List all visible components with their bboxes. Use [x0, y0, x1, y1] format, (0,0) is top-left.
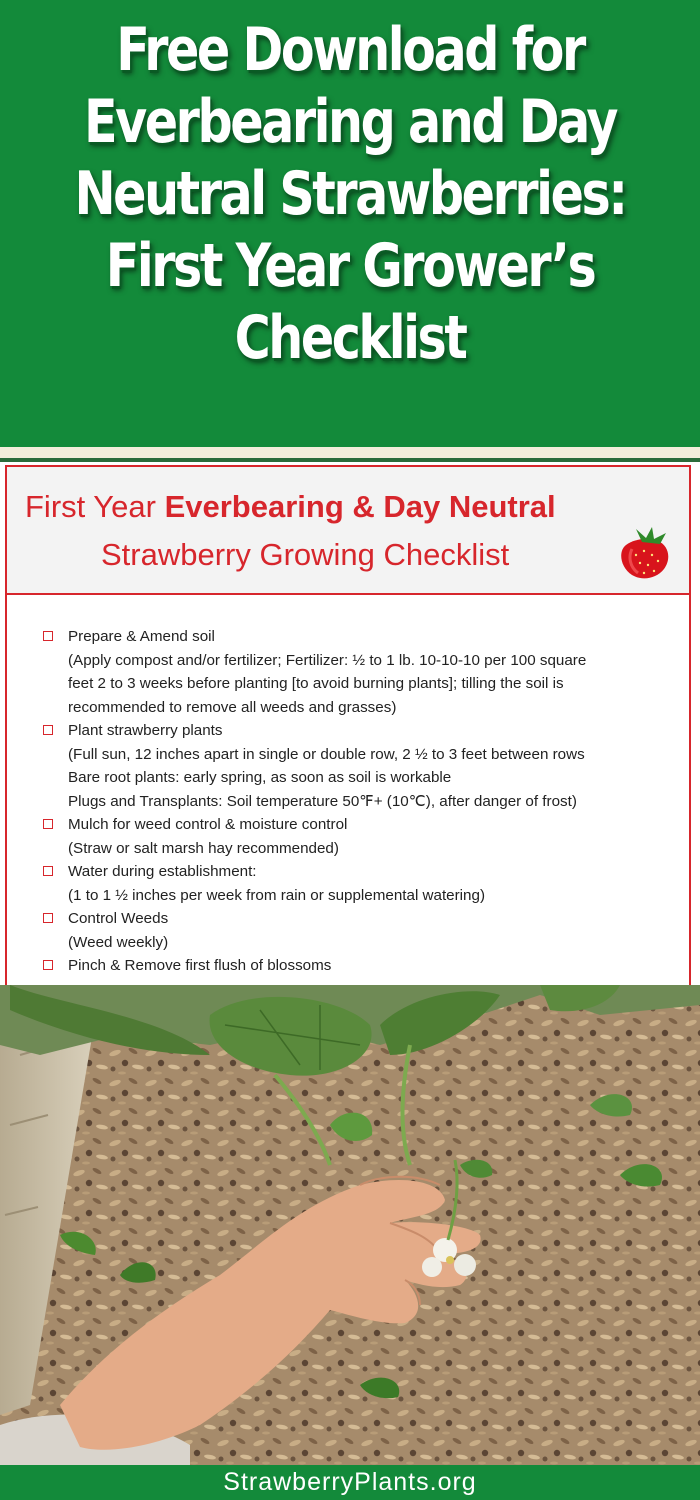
checklist-item-label: Prepare & Amend soil [68, 628, 215, 645]
checkbox-icon[interactable] [43, 913, 53, 923]
checklist-item-weeds[interactable] [43, 907, 586, 954]
checklist-item-detail: (Apply compost and/or fertilizer; Fertilizer: ½ to 1 lb. 10-10-10 per 100 square feet 2 to 3 weeks before planting [to avoid burning plants]; tilling the soil is recommended to remove all weeds and grasses) [68, 651, 587, 716]
checklist-item-label: Control Weeds [68, 910, 169, 927]
header-banner [0, 0, 700, 447]
checklist-item-label: Pinch & Remove first flush of blossoms [68, 957, 332, 974]
checklist-item-blossoms[interactable] [43, 954, 586, 978]
footer-bar [0, 1465, 700, 1500]
checklist-item-mulch[interactable] [43, 813, 586, 860]
checklist-item-label: Plant strawberry plants [68, 722, 223, 739]
checkbox-icon[interactable] [43, 960, 53, 970]
checklist-item-detail: (Full sun, 12 inches apart in single or double row, 2 ½ to 3 feet between rows Bare root plants: early spring, as soon as soil is workable Plugs and Transplants: Soil temperature 50℉+ (10℃), after danger of frost) [68, 745, 585, 810]
checklist-item-detail: (1 to 1 ½ inches per week from rain or supplemental watering) [68, 886, 486, 904]
checkbox-icon[interactable] [43, 725, 53, 735]
checkbox-icon[interactable] [43, 819, 53, 829]
checklist-item-label: Mulch for weed control & moisture control [68, 816, 348, 833]
checklist-preview[interactable] [5, 465, 695, 985]
checklist-item-water[interactable] [43, 860, 586, 907]
checklist-item-detail: (Straw or salt marsh hay recommended) [68, 839, 339, 857]
checklist-item-prepare-soil[interactable] [43, 625, 586, 719]
checklist-title-prefix: First Year [25, 489, 165, 524]
hand-pinching-blossom-illustration [0, 985, 700, 1465]
garden-photo [0, 985, 700, 1465]
site-link[interactable]: StrawberryPlants.org [223, 1468, 477, 1496]
checklist-item-detail: (Weed weekly) [68, 933, 169, 951]
divider-line [0, 458, 700, 462]
checklist-item-plant[interactable] [43, 719, 586, 813]
divider-stripe [0, 447, 700, 458]
checklist-items [43, 625, 586, 978]
checklist-title-bold: Everbearing & Day Neutral [164, 489, 556, 524]
checklist-subtitle: Strawberry Growing Checklist [101, 537, 510, 572]
checklist-title [25, 489, 556, 525]
checkbox-icon[interactable] [43, 866, 53, 876]
page-title: Free Download for Everbearing and Day Neutral Strawberries: First Year Grower’s Checklist [74, 15, 626, 373]
checkbox-icon[interactable] [43, 631, 53, 641]
strawberry-icon [614, 525, 672, 581]
checklist-item-label: Water during establishment: [68, 863, 257, 880]
checklist-header [7, 467, 689, 595]
